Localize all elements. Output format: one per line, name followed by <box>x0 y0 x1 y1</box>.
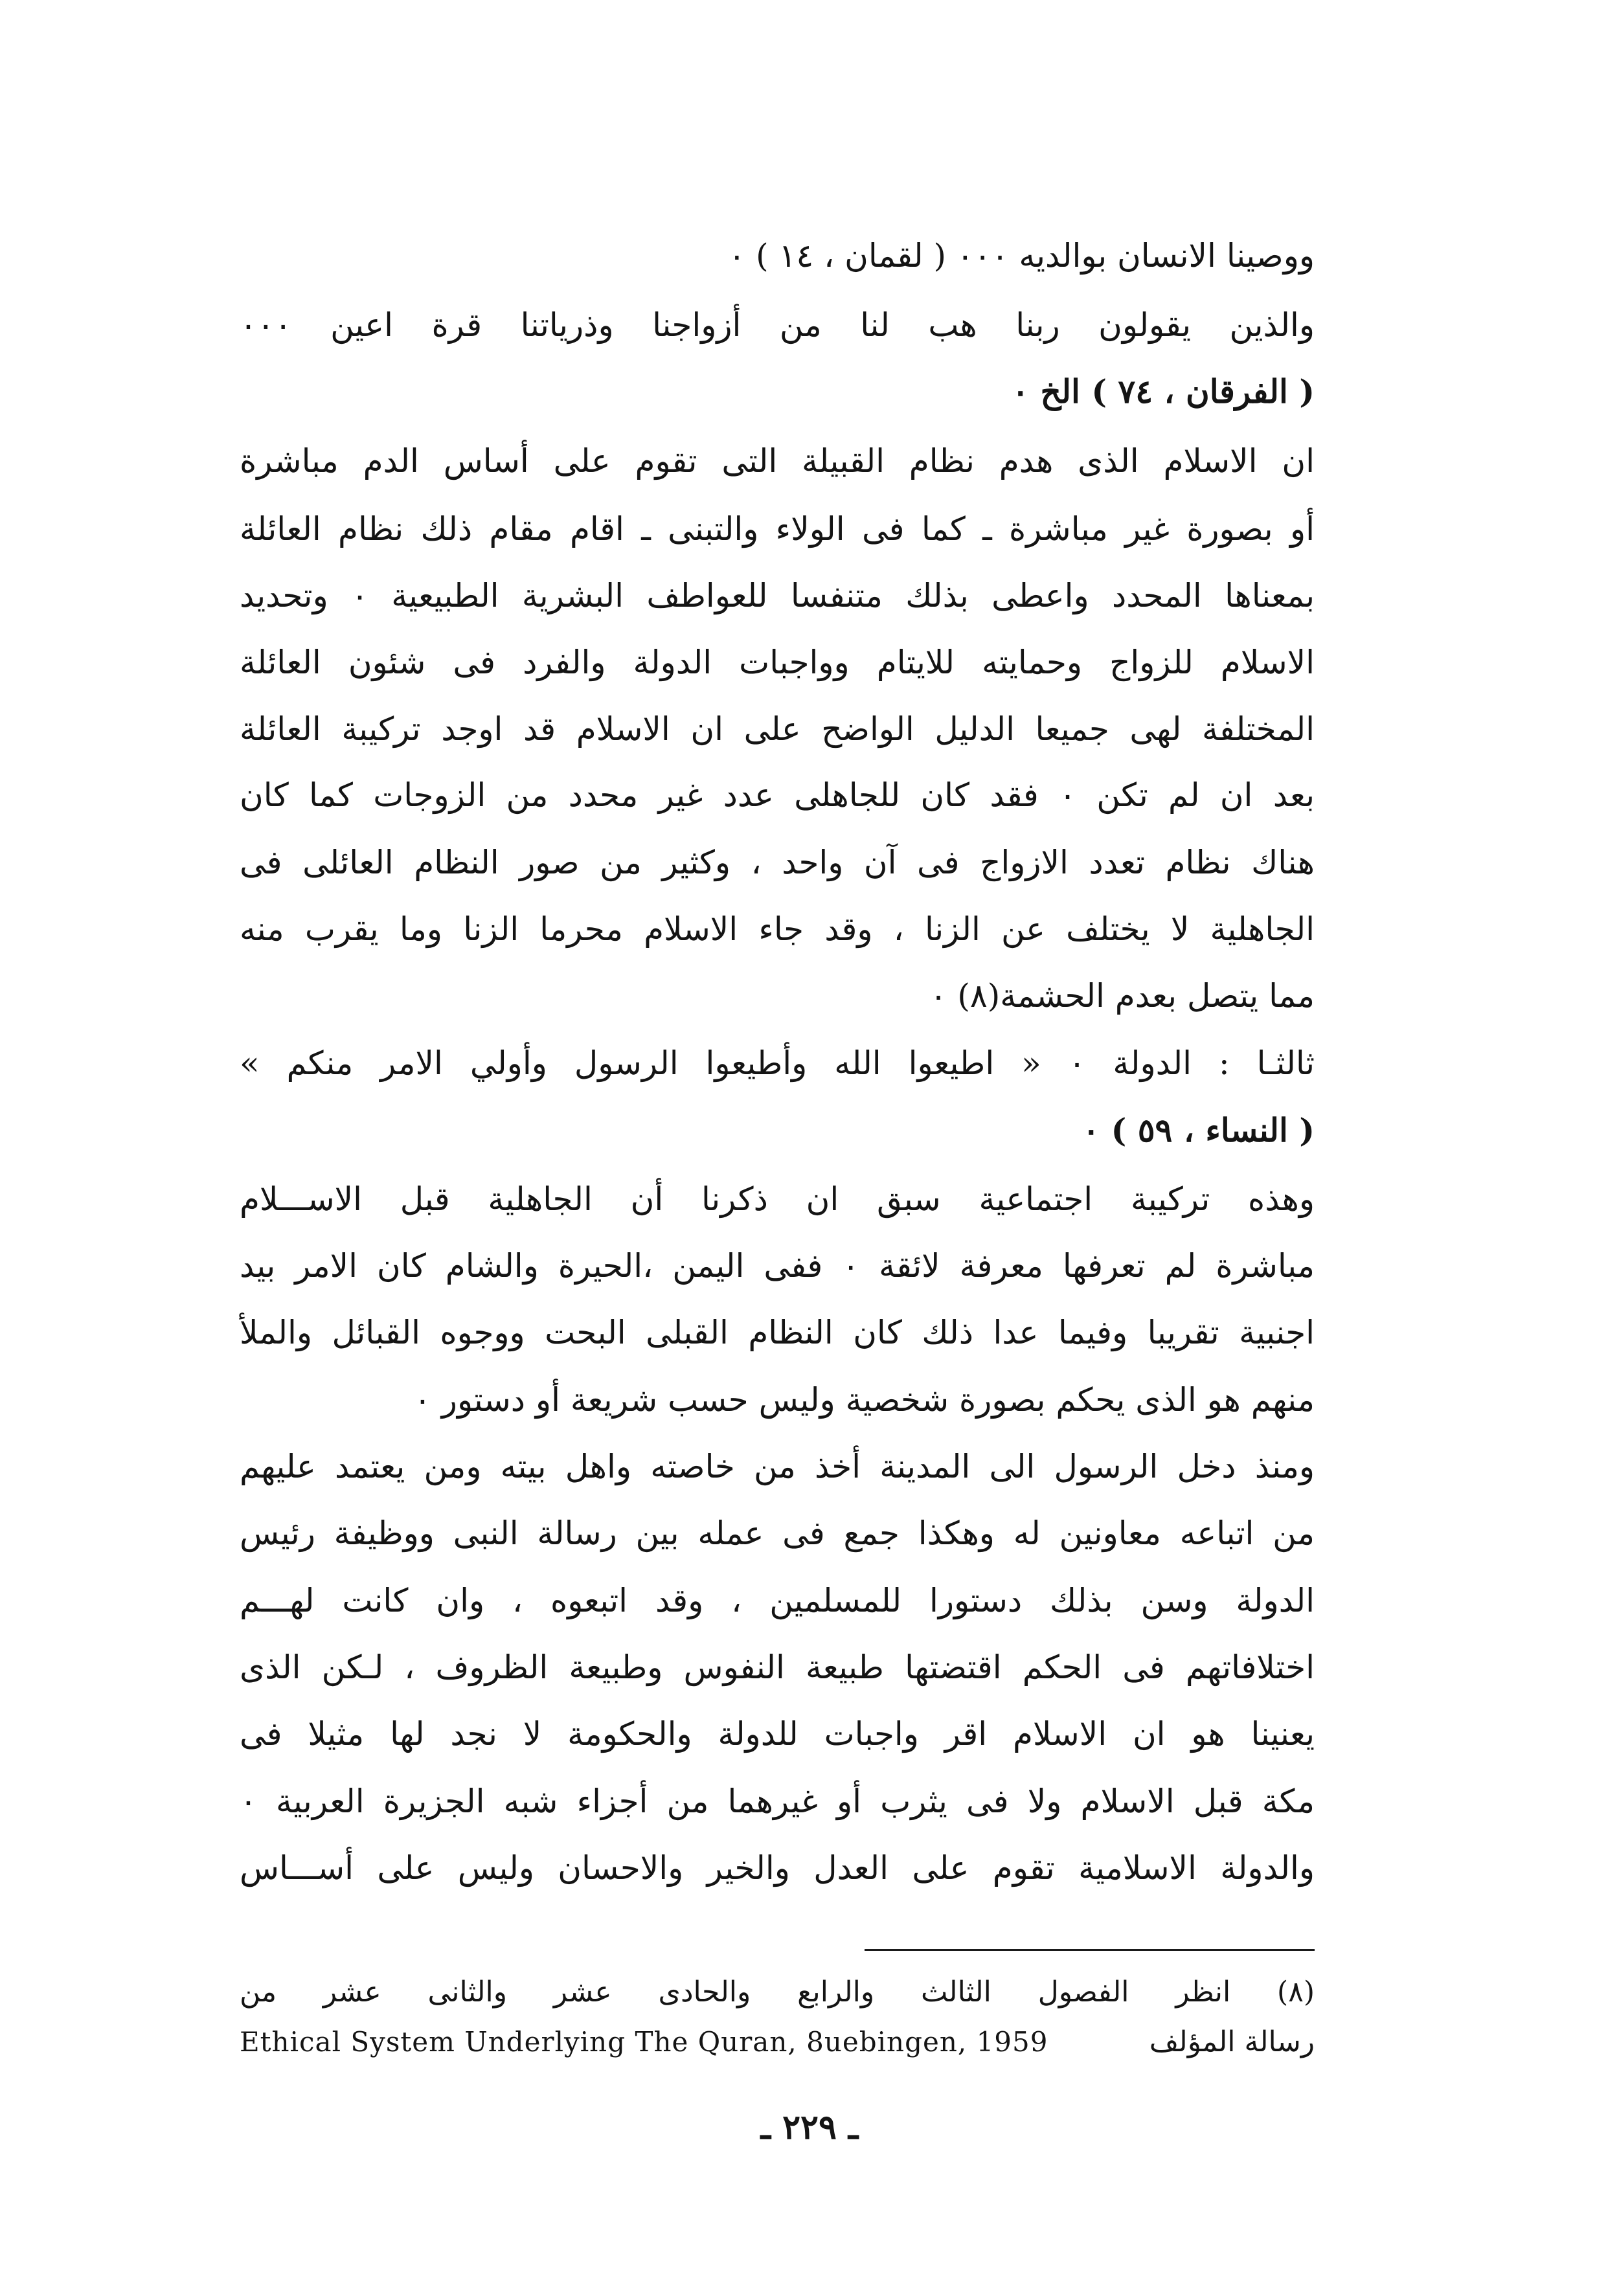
text-line-8: المختلفة لهى جميعا الدليل الواضح على ان الاسلام قد اوجد تركيبة العائلة <box>240 710 1315 748</box>
text-line-12: مما يتصل بعدم الحشمة(٨) ٠ <box>929 977 1315 1015</box>
text-line-24: مكة قبل الاسلام ولا فى يثرب أو غيرهما من أجزاء شبه الجزيرة العربية ٠ <box>240 1783 1315 1820</box>
text-line-16: مباشرة لم تعرفها معرفة لائقة ٠ ففى اليمن ،الحيرة والشام كان الامر بيد <box>240 1247 1315 1285</box>
text-line-3: ( الفرقان ، ٧٤ ) الخ ٠ <box>1012 372 1315 411</box>
text-line-22: اختلافاتهم فى الحكم اقتضتها طبيعة النفوس وطبيعة الظروف ، لـكن الذى <box>240 1649 1315 1686</box>
text-line-21: الدولة وسن بذلك دستورا للمسلمين ، وقد اتبعوه ، وان كانت لهـــم <box>240 1582 1315 1619</box>
text-line-18: منهم هو الذى يحكم بصورة شخصية وليس حسب شريعة أو دستور ٠ <box>414 1381 1315 1419</box>
text-line-13: ثالثـا : الدولة ٠ « اطيعوا الله وأطيعوا الرسول وأولي الامر منكم » <box>240 1044 1315 1082</box>
text-line-20: من اتباعه معاونين له وهكذا جمع فى عمله بين رسالة النبى ووظيفة رئيس <box>240 1514 1315 1552</box>
text-line-19: ومنذ دخل الرسول الى المدينة أخذ من خاصته واهل بيته ومن يعتمد عليهم <box>240 1448 1315 1485</box>
footnote-line-1: (٨) انظر الفصول الثالث والرابع والحادى عشر والثانى عشر من <box>240 1975 1315 2009</box>
footnote-line-2 <box>240 2023 1315 2061</box>
page-number: ـ ٢٢٩ ـ <box>760 2108 859 2147</box>
text-line-2: والذين يقولون ربنا هب لنا من أزواجنا وذرياتنا قرة اعين ٠٠٠ <box>240 306 1315 344</box>
text-line-1: ووصينا الانسان بوالديه ٠٠٠ ( لقمان ، ١٤ ) ٠ <box>728 237 1315 275</box>
text-line-5: أو بصورة غير مباشرة ـ كما فى الولاء والتبنى ـ اقام مقام ذلك نظام العائلة <box>240 510 1315 548</box>
text-line-9: بعد ان لم تكن ٠ فقد كان للجاهلى عدد غير محدد من الزوجات كما كان <box>240 776 1315 814</box>
text-line-25: والدولة الاسلامية تقوم على العدل والخير والاحسان وليس على أســـاس <box>240 1849 1315 1887</box>
text-line-17: اجنبية تقريبا وفيما عدا ذلك كان النظام القبلى البحت ووجوه القبائل والملأ <box>240 1314 1315 1351</box>
text-line-15: وهذه تركيبة اجتماعية سبق ان ذكرنا أن الجاهلية قبل الاســـلام <box>240 1180 1315 1218</box>
footnote-latin-title: Ethical System Underlying The Quran, 8uebingen, 1959 <box>240 2026 1048 2058</box>
text-line-6: بمعناها المحدد واعطى بذلك متنفسا للعواطف البشرية الطبيعية ٠ وتحديد <box>240 577 1315 614</box>
text-line-14: ( النساء ، ٥٩ ) ٠ <box>1082 1111 1315 1149</box>
text-line-23: يعنينا هو ان الاسلام اقر واجبات للدولة والحكومة لا نجد لها مثيلا فى <box>240 1715 1315 1753</box>
text-line-10: هناك نظام تعدد الازواج فى آن واحد ، وكثير من صور النظام العائلى فى <box>240 844 1315 881</box>
text-line-11: الجاهلية لا يختلف عن الزنا ، وقد جاء الاسلام محرما الزنا وما يقرب منه <box>240 910 1315 948</box>
text-line-7: الاسلام للزواج وحمايته للايتام وواجبات الدولة والفرد فى شئون العائلة <box>240 644 1315 681</box>
text-line-4: ان الاسلام الذى هدم نظام القبيلة التى تقوم على أساس الدم مباشرة <box>240 442 1315 480</box>
footnote-arabic-text: رسالة المؤلف <box>1149 2025 1315 2058</box>
footnote-divider <box>865 1949 1315 1951</box>
